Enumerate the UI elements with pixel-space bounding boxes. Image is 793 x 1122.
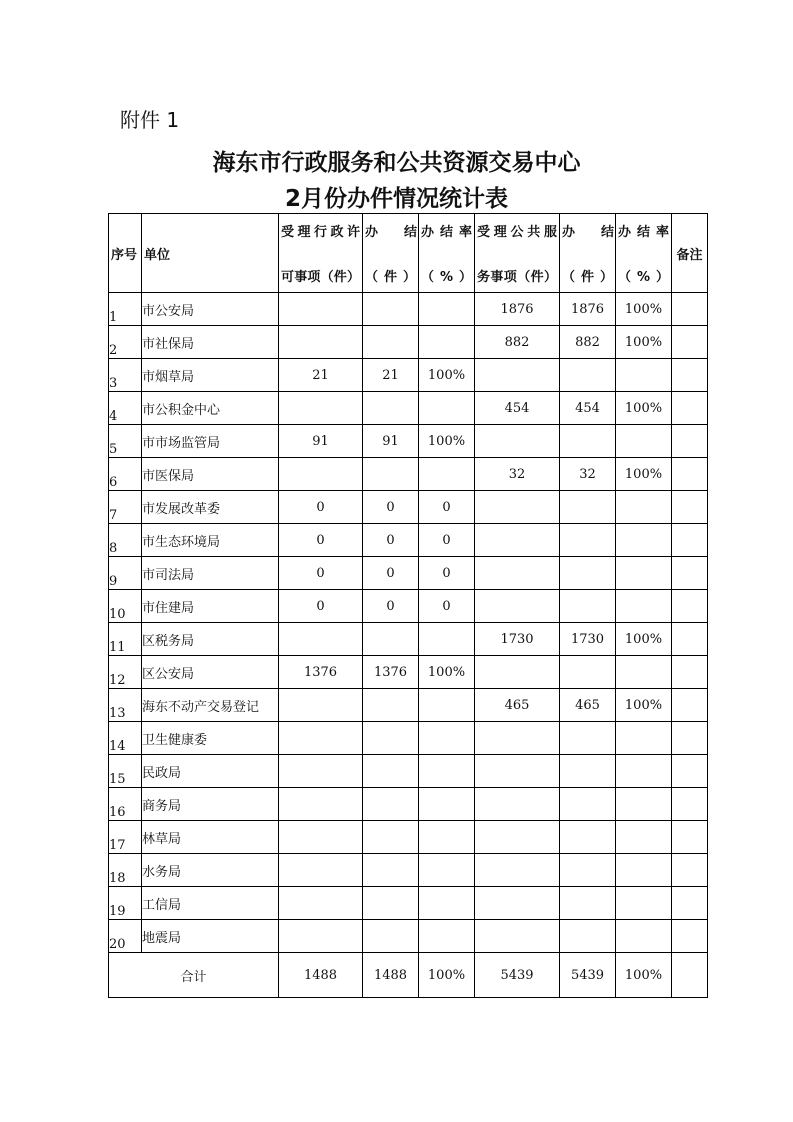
table-row xyxy=(109,920,708,953)
table-row xyxy=(109,458,708,491)
table-row xyxy=(109,788,708,821)
row-rate-1: 0 xyxy=(419,491,475,524)
row-rate-2 xyxy=(616,359,672,392)
attachment-label: 附件 1 xyxy=(120,108,180,132)
row-admin-items xyxy=(279,326,363,359)
row-seq: 12 xyxy=(109,656,142,689)
row-rate-2: 100% xyxy=(616,689,672,722)
row-rate-1: 0 xyxy=(419,524,475,557)
row-seq: 1 xyxy=(109,293,142,326)
row-rate-2 xyxy=(616,425,672,458)
row-unit: 区税务局 xyxy=(142,623,279,656)
row-rate-1 xyxy=(419,623,475,656)
row-unit: 市公积金中心 xyxy=(142,392,279,425)
row-rate-1 xyxy=(419,755,475,788)
row-rate-1: 100% xyxy=(419,359,475,392)
row-done-2 xyxy=(560,491,616,524)
row-seq: 11 xyxy=(109,623,142,656)
header-public-items: 受理公共服 务事项（件） xyxy=(475,214,560,293)
row-public-items xyxy=(475,755,560,788)
row-seq: 10 xyxy=(109,590,142,623)
header-seq: 序号 xyxy=(109,214,142,293)
row-seq: 6 xyxy=(109,458,142,491)
row-done-2 xyxy=(560,821,616,854)
header-done-1: 办 结 （件） xyxy=(363,214,419,293)
row-remark xyxy=(672,293,708,326)
row-done-2 xyxy=(560,590,616,623)
row-public-items xyxy=(475,722,560,755)
page-subtitle: 2月份办件情况统计表 xyxy=(284,186,508,212)
total-remark xyxy=(672,953,708,998)
table-row xyxy=(109,425,708,458)
row-unit: 市发展改革委 xyxy=(142,491,279,524)
row-unit: 工信局 xyxy=(142,887,279,920)
row-rate-1 xyxy=(419,326,475,359)
row-seq: 2 xyxy=(109,326,142,359)
row-public-items xyxy=(475,557,560,590)
row-done-1: 91 xyxy=(363,425,419,458)
row-public-items: 882 xyxy=(475,326,560,359)
row-seq: 16 xyxy=(109,788,142,821)
row-done-1: 1376 xyxy=(363,656,419,689)
row-rate-2 xyxy=(616,590,672,623)
row-public-items xyxy=(475,359,560,392)
table-row xyxy=(109,557,708,590)
row-done-2 xyxy=(560,755,616,788)
row-done-1 xyxy=(363,920,419,953)
row-admin-items xyxy=(279,689,363,722)
row-rate-2: 100% xyxy=(616,623,672,656)
row-admin-items xyxy=(279,722,363,755)
row-rate-1 xyxy=(419,854,475,887)
total-row xyxy=(109,953,708,998)
row-seq: 15 xyxy=(109,755,142,788)
row-public-items xyxy=(475,656,560,689)
row-rate-2: 100% xyxy=(616,392,672,425)
row-rate-1: 100% xyxy=(419,425,475,458)
row-unit: 市医保局 xyxy=(142,458,279,491)
row-public-items: 1876 xyxy=(475,293,560,326)
header-done-2: 办 结 （件） xyxy=(560,214,616,293)
row-public-items xyxy=(475,854,560,887)
row-admin-items xyxy=(279,854,363,887)
row-done-1 xyxy=(363,722,419,755)
row-admin-items: 0 xyxy=(279,524,363,557)
row-done-2 xyxy=(560,920,616,953)
header-unit: 单位 xyxy=(142,214,279,293)
row-remark xyxy=(672,458,708,491)
row-done-1 xyxy=(363,887,419,920)
row-done-1 xyxy=(363,392,419,425)
row-rate-2 xyxy=(616,920,672,953)
row-done-1: 0 xyxy=(363,491,419,524)
row-rate-1 xyxy=(419,788,475,821)
row-remark xyxy=(672,656,708,689)
row-rate-1 xyxy=(419,293,475,326)
total-label: 合计 xyxy=(109,953,279,998)
row-rate-2 xyxy=(616,755,672,788)
row-unit: 市市场监管局 xyxy=(142,425,279,458)
row-admin-items xyxy=(279,458,363,491)
row-done-2 xyxy=(560,887,616,920)
row-rate-2 xyxy=(616,524,672,557)
row-remark xyxy=(672,722,708,755)
table-row xyxy=(109,359,708,392)
row-admin-items: 0 xyxy=(279,491,363,524)
row-done-2: 454 xyxy=(560,392,616,425)
row-remark xyxy=(672,854,708,887)
row-remark xyxy=(672,689,708,722)
row-done-1 xyxy=(363,458,419,491)
row-remark xyxy=(672,788,708,821)
total-done-1: 1488 xyxy=(363,953,419,998)
row-done-1 xyxy=(363,293,419,326)
table-row xyxy=(109,755,708,788)
row-done-1 xyxy=(363,623,419,656)
row-public-items: 32 xyxy=(475,458,560,491)
row-seq: 19 xyxy=(109,887,142,920)
row-admin-items: 0 xyxy=(279,590,363,623)
row-seq: 9 xyxy=(109,557,142,590)
row-seq: 13 xyxy=(109,689,142,722)
row-unit: 商务局 xyxy=(142,788,279,821)
row-public-items xyxy=(475,920,560,953)
row-admin-items: 1376 xyxy=(279,656,363,689)
row-rate-2: 100% xyxy=(616,458,672,491)
row-public-items xyxy=(475,590,560,623)
total-done-2: 5439 xyxy=(560,953,616,998)
header-rate-2: 办结率 （%） xyxy=(616,214,672,293)
row-seq: 17 xyxy=(109,821,142,854)
total-rate-1: 100% xyxy=(419,953,475,998)
row-public-items: 1730 xyxy=(475,623,560,656)
row-done-1: 21 xyxy=(363,359,419,392)
row-rate-2 xyxy=(616,557,672,590)
row-done-2 xyxy=(560,359,616,392)
row-seq: 4 xyxy=(109,392,142,425)
row-rate-2 xyxy=(616,491,672,524)
total-public: 5439 xyxy=(475,953,560,998)
row-admin-items xyxy=(279,755,363,788)
row-seq: 14 xyxy=(109,722,142,755)
table-row xyxy=(109,326,708,359)
row-rate-1 xyxy=(419,920,475,953)
row-unit: 地震局 xyxy=(142,920,279,953)
row-rate-2 xyxy=(616,788,672,821)
row-remark xyxy=(672,887,708,920)
row-public-items xyxy=(475,425,560,458)
row-done-2: 1730 xyxy=(560,623,616,656)
table-row xyxy=(109,656,708,689)
row-unit: 市司法局 xyxy=(142,557,279,590)
header-admin-items: 受理行政许 可事项（件） xyxy=(279,214,363,293)
row-public-items xyxy=(475,524,560,557)
row-done-1: 0 xyxy=(363,557,419,590)
row-seq: 20 xyxy=(109,920,142,953)
row-done-2 xyxy=(560,854,616,887)
row-admin-items xyxy=(279,821,363,854)
table-row xyxy=(109,392,708,425)
row-remark xyxy=(672,326,708,359)
header-remark: 备注 xyxy=(672,214,708,293)
row-rate-2 xyxy=(616,887,672,920)
row-admin-items xyxy=(279,392,363,425)
row-remark xyxy=(672,755,708,788)
row-unit: 市生态环境局 xyxy=(142,524,279,557)
row-done-2 xyxy=(560,425,616,458)
header-rate-1: 办结率 （%） xyxy=(419,214,475,293)
table-row xyxy=(109,887,708,920)
row-rate-1: 100% xyxy=(419,656,475,689)
table-row xyxy=(109,590,708,623)
row-rate-1 xyxy=(419,722,475,755)
row-unit: 市烟草局 xyxy=(142,359,279,392)
statistics-table xyxy=(108,213,708,998)
row-public-items xyxy=(475,887,560,920)
row-admin-items xyxy=(279,920,363,953)
table-row xyxy=(109,491,708,524)
row-done-1: 0 xyxy=(363,524,419,557)
table-row xyxy=(109,821,708,854)
row-rate-1: 0 xyxy=(419,590,475,623)
row-seq: 5 xyxy=(109,425,142,458)
row-unit: 市社保局 xyxy=(142,326,279,359)
row-public-items: 454 xyxy=(475,392,560,425)
row-unit: 民政局 xyxy=(142,755,279,788)
row-unit: 水务局 xyxy=(142,854,279,887)
total-admin: 1488 xyxy=(279,953,363,998)
row-done-2 xyxy=(560,557,616,590)
row-rate-1 xyxy=(419,689,475,722)
row-rate-1: 0 xyxy=(419,557,475,590)
row-done-2 xyxy=(560,524,616,557)
row-done-2: 465 xyxy=(560,689,616,722)
row-seq: 3 xyxy=(109,359,142,392)
row-unit: 卫生健康委 xyxy=(142,722,279,755)
row-done-2: 882 xyxy=(560,326,616,359)
row-admin-items xyxy=(279,293,363,326)
total-rate-2: 100% xyxy=(616,953,672,998)
row-done-1: 0 xyxy=(363,590,419,623)
row-done-2 xyxy=(560,656,616,689)
row-remark xyxy=(672,623,708,656)
row-seq: 18 xyxy=(109,854,142,887)
row-done-1 xyxy=(363,854,419,887)
table-row xyxy=(109,689,708,722)
table-row xyxy=(109,293,708,326)
row-rate-1 xyxy=(419,821,475,854)
row-remark xyxy=(672,590,708,623)
row-admin-items: 91 xyxy=(279,425,363,458)
row-unit: 区公安局 xyxy=(142,656,279,689)
row-remark xyxy=(672,359,708,392)
row-seq: 8 xyxy=(109,524,142,557)
row-public-items xyxy=(475,821,560,854)
row-done-1 xyxy=(363,689,419,722)
row-done-2: 32 xyxy=(560,458,616,491)
row-unit: 林草局 xyxy=(142,821,279,854)
row-remark xyxy=(672,920,708,953)
row-admin-items: 0 xyxy=(279,557,363,590)
row-rate-1 xyxy=(419,392,475,425)
row-public-items xyxy=(475,788,560,821)
row-rate-2: 100% xyxy=(616,293,672,326)
page-title: 海东市行政服务和公共资源交易中心 xyxy=(212,150,581,176)
table-row xyxy=(109,854,708,887)
row-remark xyxy=(672,821,708,854)
row-remark xyxy=(672,392,708,425)
row-remark xyxy=(672,491,708,524)
row-remark xyxy=(672,524,708,557)
row-rate-2 xyxy=(616,821,672,854)
row-admin-items xyxy=(279,623,363,656)
row-done-2 xyxy=(560,788,616,821)
row-done-1 xyxy=(363,755,419,788)
row-public-items: 465 xyxy=(475,689,560,722)
row-remark xyxy=(672,425,708,458)
row-done-1 xyxy=(363,326,419,359)
row-done-1 xyxy=(363,821,419,854)
row-remark xyxy=(672,557,708,590)
row-admin-items: 21 xyxy=(279,359,363,392)
row-unit: 市住建局 xyxy=(142,590,279,623)
row-unit: 市公安局 xyxy=(142,293,279,326)
row-unit: 海东不动产交易登记 xyxy=(142,689,279,722)
row-rate-2 xyxy=(616,722,672,755)
row-done-1 xyxy=(363,788,419,821)
row-done-2 xyxy=(560,722,616,755)
row-done-2: 1876 xyxy=(560,293,616,326)
row-seq: 7 xyxy=(109,491,142,524)
row-admin-items xyxy=(279,788,363,821)
table-row xyxy=(109,623,708,656)
table-row xyxy=(109,722,708,755)
table-row xyxy=(109,524,708,557)
row-rate-2: 100% xyxy=(616,326,672,359)
row-rate-2 xyxy=(616,854,672,887)
row-admin-items xyxy=(279,887,363,920)
row-rate-1 xyxy=(419,887,475,920)
row-rate-2 xyxy=(616,656,672,689)
header-row xyxy=(109,214,708,293)
row-public-items xyxy=(475,491,560,524)
row-rate-1 xyxy=(419,458,475,491)
